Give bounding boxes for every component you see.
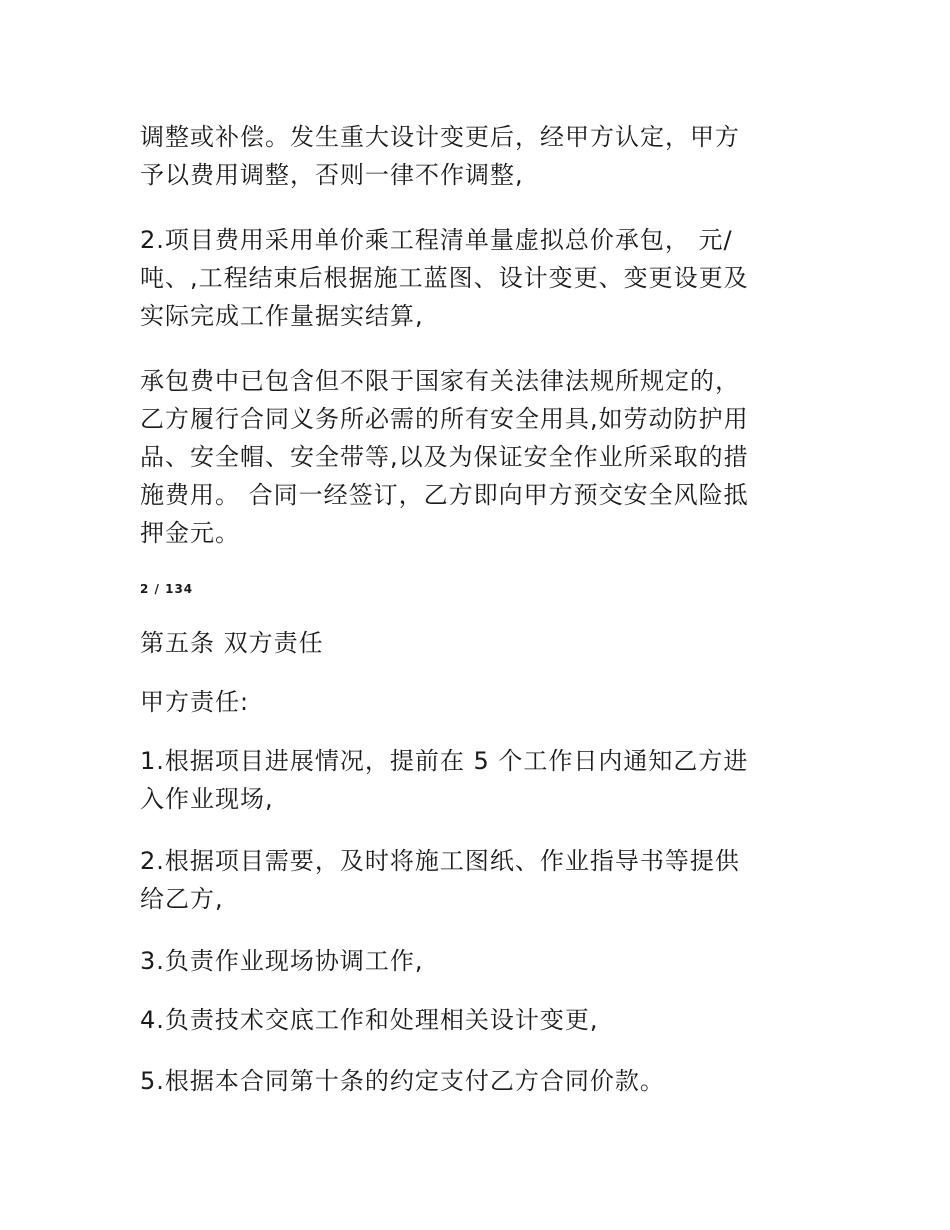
text-line: 给乙方,	[140, 885, 224, 913]
list-item-2	[140, 842, 820, 918]
text-line: 2.项目费用采用单价乘工程清单量虚拟总价承包， 元/	[140, 226, 733, 254]
text-line: 第五条 双方责任	[140, 629, 324, 657]
list-item-1	[140, 742, 820, 818]
text-line: 乙方履行合同义务所必需的所有安全用具,如劳动防护用	[140, 405, 749, 433]
text-line: 押金元。	[140, 519, 240, 547]
text-line: 承包费中已包含但不限于国家有关法律法规所规定的，	[140, 367, 740, 395]
text-line: 入作业现场,	[140, 785, 274, 813]
text-line: 5.根据本合同第十条的约定支付乙方合同价款。	[140, 1067, 665, 1095]
list-item-4	[140, 1001, 820, 1039]
text-line: 实际完成工作量据实结算,	[140, 302, 424, 330]
page-number: 2 / 134	[140, 582, 194, 596]
text-line: 吨、,工程结束后根据施工蓝图、设计变更、变更设更及	[140, 264, 749, 292]
text-line: 1.根据项目进展情况，提前在 5 个工作日内通知乙方进	[140, 747, 749, 775]
text-line: 品、安全帽、安全带等,以及为保证安全作业所采取的措	[140, 443, 749, 471]
paragraph-safety-costs	[140, 362, 820, 552]
paragraph-adjustment	[140, 118, 820, 194]
section-title	[140, 624, 820, 662]
text-line: 2.根据项目需要，及时将施工图纸、作业指导书等提供	[140, 847, 740, 875]
paragraph-pricing	[140, 221, 820, 335]
party-a-heading	[140, 683, 820, 721]
list-item-3	[140, 942, 820, 980]
text-line: 3.负责作业现场协调工作,	[140, 947, 424, 975]
text-line: 4.负责技术交底工作和处理相关设计变更,	[140, 1006, 599, 1034]
text-line: 甲方责任:	[140, 688, 250, 716]
list-item-5	[140, 1062, 820, 1100]
text-line: 予以费用调整，否则一律不作调整,	[140, 161, 524, 189]
text-line: 调整或补偿。发生重大设计变更后，经甲方认定，甲方	[140, 123, 740, 151]
text-line: 施费用。 合同一经签订，乙方即向甲方预交安全风险抵	[140, 481, 749, 509]
